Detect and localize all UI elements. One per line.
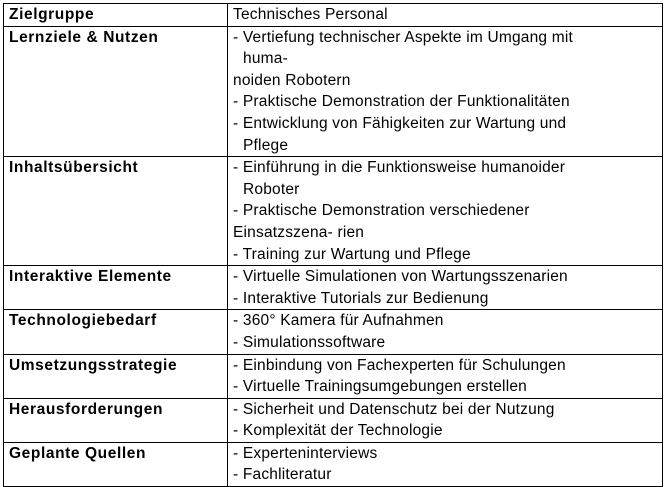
content-line: huma- (243, 50, 288, 68)
content-line: - Experteninterviews (233, 444, 378, 462)
content-line: - Einbindung von Fachexperten für Schulungen (233, 356, 566, 374)
table-row (4, 442, 663, 486)
content-line: - 360° Kamera für Aufnahmen (233, 312, 444, 330)
content-line: Technisches Personal (233, 6, 388, 23)
content-line: Pflege (243, 136, 289, 154)
row-label: Technologiebedarf (4, 310, 228, 354)
overview-table (3, 3, 663, 487)
content-line: - Training zur Wartung und Pflege (233, 245, 471, 263)
content-line: - Virtuelle Simulationen von Wartungsszenarien (233, 268, 568, 286)
row-content (228, 26, 663, 157)
row-content (228, 310, 663, 354)
table-row (4, 354, 663, 398)
content-line: - Komplexität der Technologie (233, 422, 443, 440)
row-content (228, 157, 663, 266)
row-content (228, 354, 663, 398)
content-line: - Fachliteratur (233, 466, 332, 484)
content-line: - Vertiefung technischer Aspekte im Umgang mit (233, 28, 574, 46)
row-label: Lernziele & Nutzen (4, 26, 228, 157)
table-row (4, 26, 663, 157)
table-row (4, 266, 663, 310)
row-label: Zielgruppe (4, 4, 228, 27)
content-line: Einsatzszena- rien (233, 223, 365, 241)
row-label: Umsetzungsstrategie (4, 354, 228, 398)
row-label: Inhaltsübersicht (4, 157, 228, 266)
row-label: Interaktive Elemente (4, 266, 228, 310)
row-content (228, 398, 663, 442)
content-line: - Interaktive Tutorials zur Bedienung (233, 289, 489, 307)
row-content (228, 442, 663, 486)
table-row (4, 310, 663, 354)
row-content (228, 266, 663, 310)
content-line: - Einführung in die Funktionsweise humanoider (233, 159, 566, 177)
content-line: - Simulationssoftware (233, 333, 386, 351)
content-line: - Entwicklung von Fähigkeiten zur Wartung und (233, 114, 567, 132)
table-row (4, 4, 663, 27)
row-label: Herausforderungen (4, 398, 228, 442)
table-body (4, 4, 663, 487)
table-row (4, 157, 663, 266)
content-line: - Virtuelle Trainingsumgebungen erstellen (233, 378, 527, 396)
content-line: noiden Robotern (233, 71, 351, 89)
content-line: - Praktische Demonstration der Funktionalitäten (233, 93, 570, 111)
content-line: Roboter (243, 180, 300, 198)
table-row (4, 398, 663, 442)
content-line: - Sicherheit und Datenschutz bei der Nutzung (233, 400, 555, 418)
row-label: Geplante Quellen (4, 442, 228, 486)
content-line: - Praktische Demonstration verschiedener (233, 202, 530, 220)
row-content (228, 4, 663, 27)
